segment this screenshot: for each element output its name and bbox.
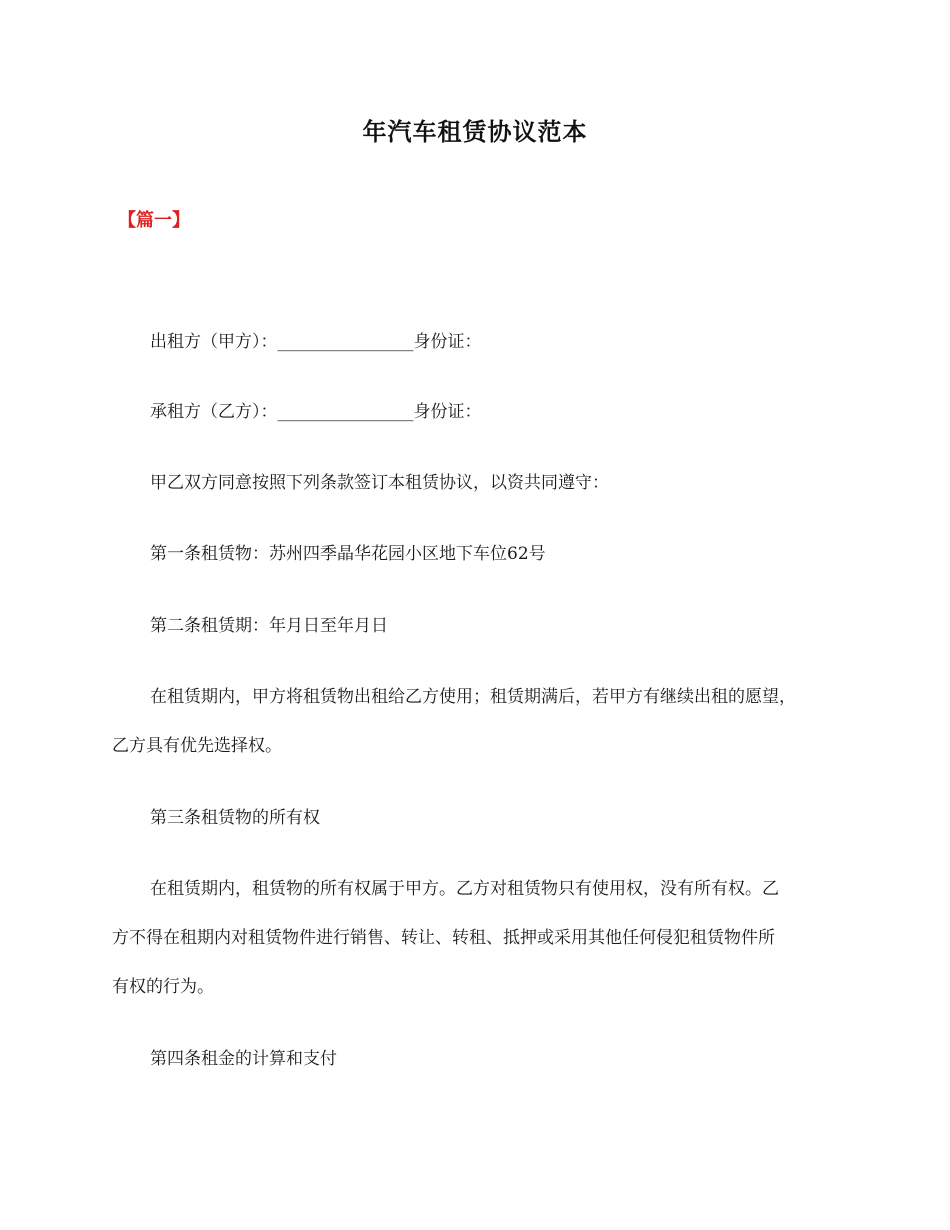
document-title: 年汽车租赁协议范本 [362, 117, 588, 146]
paragraph-line: 乙方具有优先选择权。 [112, 736, 282, 756]
article-3: 第三条租赁物的所有权 [150, 808, 320, 828]
paragraph-line: 在租赁期内，租赁物的所有权属于甲方。乙方对租赁物只有使用权，没有所有权。乙 [150, 879, 779, 899]
paragraph-line: 有权的行为。 [112, 977, 214, 997]
lessor-line: 出租方（甲方）：________________身份证： [150, 332, 482, 352]
article-4: 第四条租金的计算和支付 [150, 1049, 337, 1069]
section-tag: 【篇一】 [118, 210, 190, 231]
article-1: 第一条租赁物：苏州四季晶华花园小区地下车位62号 [150, 544, 546, 564]
lessee-line: 承租方（乙方）：________________身份证： [150, 402, 482, 422]
paragraph-line: 方不得在租期内对租赁物件进行销售、转让、转租、抵押或采用其他任何侵犯租赁物件所 [112, 928, 775, 948]
agreement-intro: 甲乙双方同意按照下列条款签订本租赁协议，以资共同遵守： [150, 473, 609, 493]
article-2: 第二条租赁期：年月日至年月日 [150, 616, 388, 636]
paragraph-line: 在租赁期内，甲方将租赁物出租给乙方使用；租赁期满后，若甲方有继续出租的愿望， [150, 687, 796, 707]
